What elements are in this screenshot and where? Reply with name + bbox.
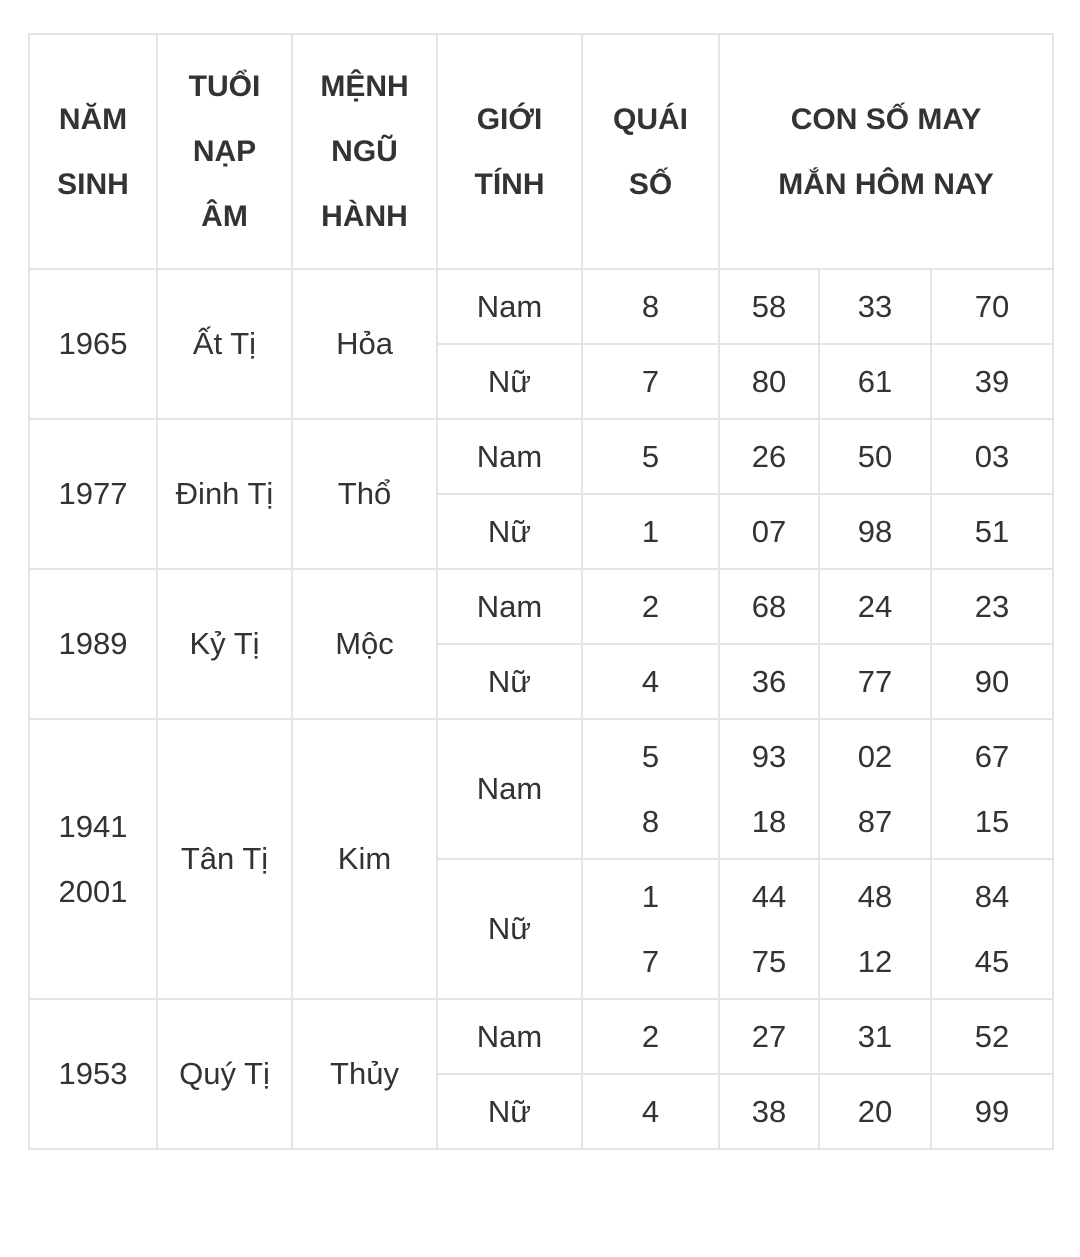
quai-so-value: 5	[641, 739, 660, 774]
birth-year-cell: 1965	[29, 269, 157, 419]
quai-so-cell	[582, 859, 719, 999]
quai-so-value: 7	[641, 944, 660, 979]
lucky-number-cell: 36	[719, 644, 819, 719]
lucky-number-cell: 51	[931, 494, 1053, 569]
lucky-number-cell	[719, 859, 819, 999]
header-element: MỆNH NGŨ HÀNH	[292, 34, 437, 269]
lucky-number-cell: 39	[931, 344, 1053, 419]
lucky-number-cell: 99	[931, 1074, 1053, 1149]
quai-so-cell: 8	[582, 269, 719, 344]
birth-year-value: 1941	[58, 809, 128, 844]
lucky-number-cell: 58	[719, 269, 819, 344]
lucky-number-cell: 23	[931, 569, 1053, 644]
quai-so-value: 8	[641, 804, 660, 839]
birth-year-cell: 1989	[29, 569, 157, 719]
gender-cell: Nữ	[437, 1074, 582, 1149]
header-quai-so: QUÁI SỐ	[582, 34, 719, 269]
quai-so-cell: 2	[582, 569, 719, 644]
nap-am-age-cell: Đinh Tị	[157, 419, 292, 569]
gender-cell: Nam	[437, 719, 582, 859]
gender-cell: Nam	[437, 999, 582, 1074]
lucky-number-cell: 24	[819, 569, 931, 644]
lucky-number-cell: 20	[819, 1074, 931, 1149]
quai-so-cell: 5	[582, 419, 719, 494]
gender-cell: Nữ	[437, 344, 582, 419]
header-lucky-numbers: CON SỐ MAY MẮN HÔM NAY	[719, 34, 1053, 269]
quai-so-cell: 4	[582, 1074, 719, 1149]
lucky-number-cell: 80	[719, 344, 819, 419]
gender-cell: Nữ	[437, 859, 582, 999]
lucky-number: 48	[857, 879, 893, 914]
lucky-numbers-table	[28, 33, 1054, 1150]
nap-am-age-cell: Ất Tị	[157, 269, 292, 419]
lucky-number-cell	[931, 719, 1053, 859]
lucky-number: 84	[974, 879, 1010, 914]
lucky-number-cell: 52	[931, 999, 1053, 1074]
lucky-number-cell: 68	[719, 569, 819, 644]
lucky-number-cell: 98	[819, 494, 931, 569]
lucky-number-cell: 03	[931, 419, 1053, 494]
gender-cell: Nữ	[437, 494, 582, 569]
lucky-number-cell: 38	[719, 1074, 819, 1149]
element-cell: Hỏa	[292, 269, 437, 419]
quai-so-cell: 1	[582, 494, 719, 569]
lucky-number: 75	[751, 944, 787, 979]
quai-so-cell: 4	[582, 644, 719, 719]
table-row	[29, 719, 1053, 859]
nap-am-age-cell: Quý Tị	[157, 999, 292, 1149]
birth-year-cell: 1953	[29, 999, 157, 1149]
lucky-number: 44	[751, 879, 787, 914]
lucky-number-cell: 70	[931, 269, 1053, 344]
header-birth-year: NĂM SINH	[29, 34, 157, 269]
quai-so-cell: 7	[582, 344, 719, 419]
lucky-number: 12	[857, 944, 893, 979]
birth-year-cell: 1977	[29, 419, 157, 569]
nap-am-age-cell: Kỷ Tị	[157, 569, 292, 719]
quai-so-cell: 2	[582, 999, 719, 1074]
gender-cell: Nam	[437, 419, 582, 494]
lucky-number-cell: 50	[819, 419, 931, 494]
lucky-number-cell	[819, 719, 931, 859]
table-row	[29, 569, 1053, 644]
lucky-number: 87	[857, 804, 893, 839]
nap-am-age-cell: Tân Tị	[157, 719, 292, 999]
lucky-number: 93	[751, 739, 787, 774]
header-row	[29, 34, 1053, 269]
lucky-number-cell	[719, 719, 819, 859]
header-gender: GIỚI TÍNH	[437, 34, 582, 269]
gender-cell: Nam	[437, 269, 582, 344]
lucky-number-cell	[931, 859, 1053, 999]
lucky-number-cell: 61	[819, 344, 931, 419]
lucky-number-cell: 33	[819, 269, 931, 344]
table-row	[29, 269, 1053, 344]
lucky-number-cell	[819, 859, 931, 999]
element-cell: Thủy	[292, 999, 437, 1149]
lucky-number: 18	[751, 804, 787, 839]
table-row	[29, 999, 1053, 1074]
element-cell: Thổ	[292, 419, 437, 569]
gender-cell: Nam	[437, 569, 582, 644]
lucky-number: 15	[974, 804, 1010, 839]
quai-so-cell	[582, 719, 719, 859]
lucky-number-cell: 07	[719, 494, 819, 569]
lucky-number-cell: 27	[719, 999, 819, 1074]
element-cell: Mộc	[292, 569, 437, 719]
element-cell: Kim	[292, 719, 437, 999]
lucky-number-cell: 77	[819, 644, 931, 719]
lucky-number: 02	[857, 739, 893, 774]
lucky-number-cell: 26	[719, 419, 819, 494]
lucky-number: 67	[974, 739, 1010, 774]
lucky-number-cell: 90	[931, 644, 1053, 719]
gender-cell: Nữ	[437, 644, 582, 719]
lucky-number: 45	[974, 944, 1010, 979]
header-nap-am-age: TUỔI NẠP ÂM	[157, 34, 292, 269]
lucky-number-cell: 31	[819, 999, 931, 1074]
birth-year-cell	[29, 719, 157, 999]
table-row	[29, 419, 1053, 494]
birth-year-value: 2001	[58, 874, 128, 909]
quai-so-value: 1	[641, 879, 660, 914]
